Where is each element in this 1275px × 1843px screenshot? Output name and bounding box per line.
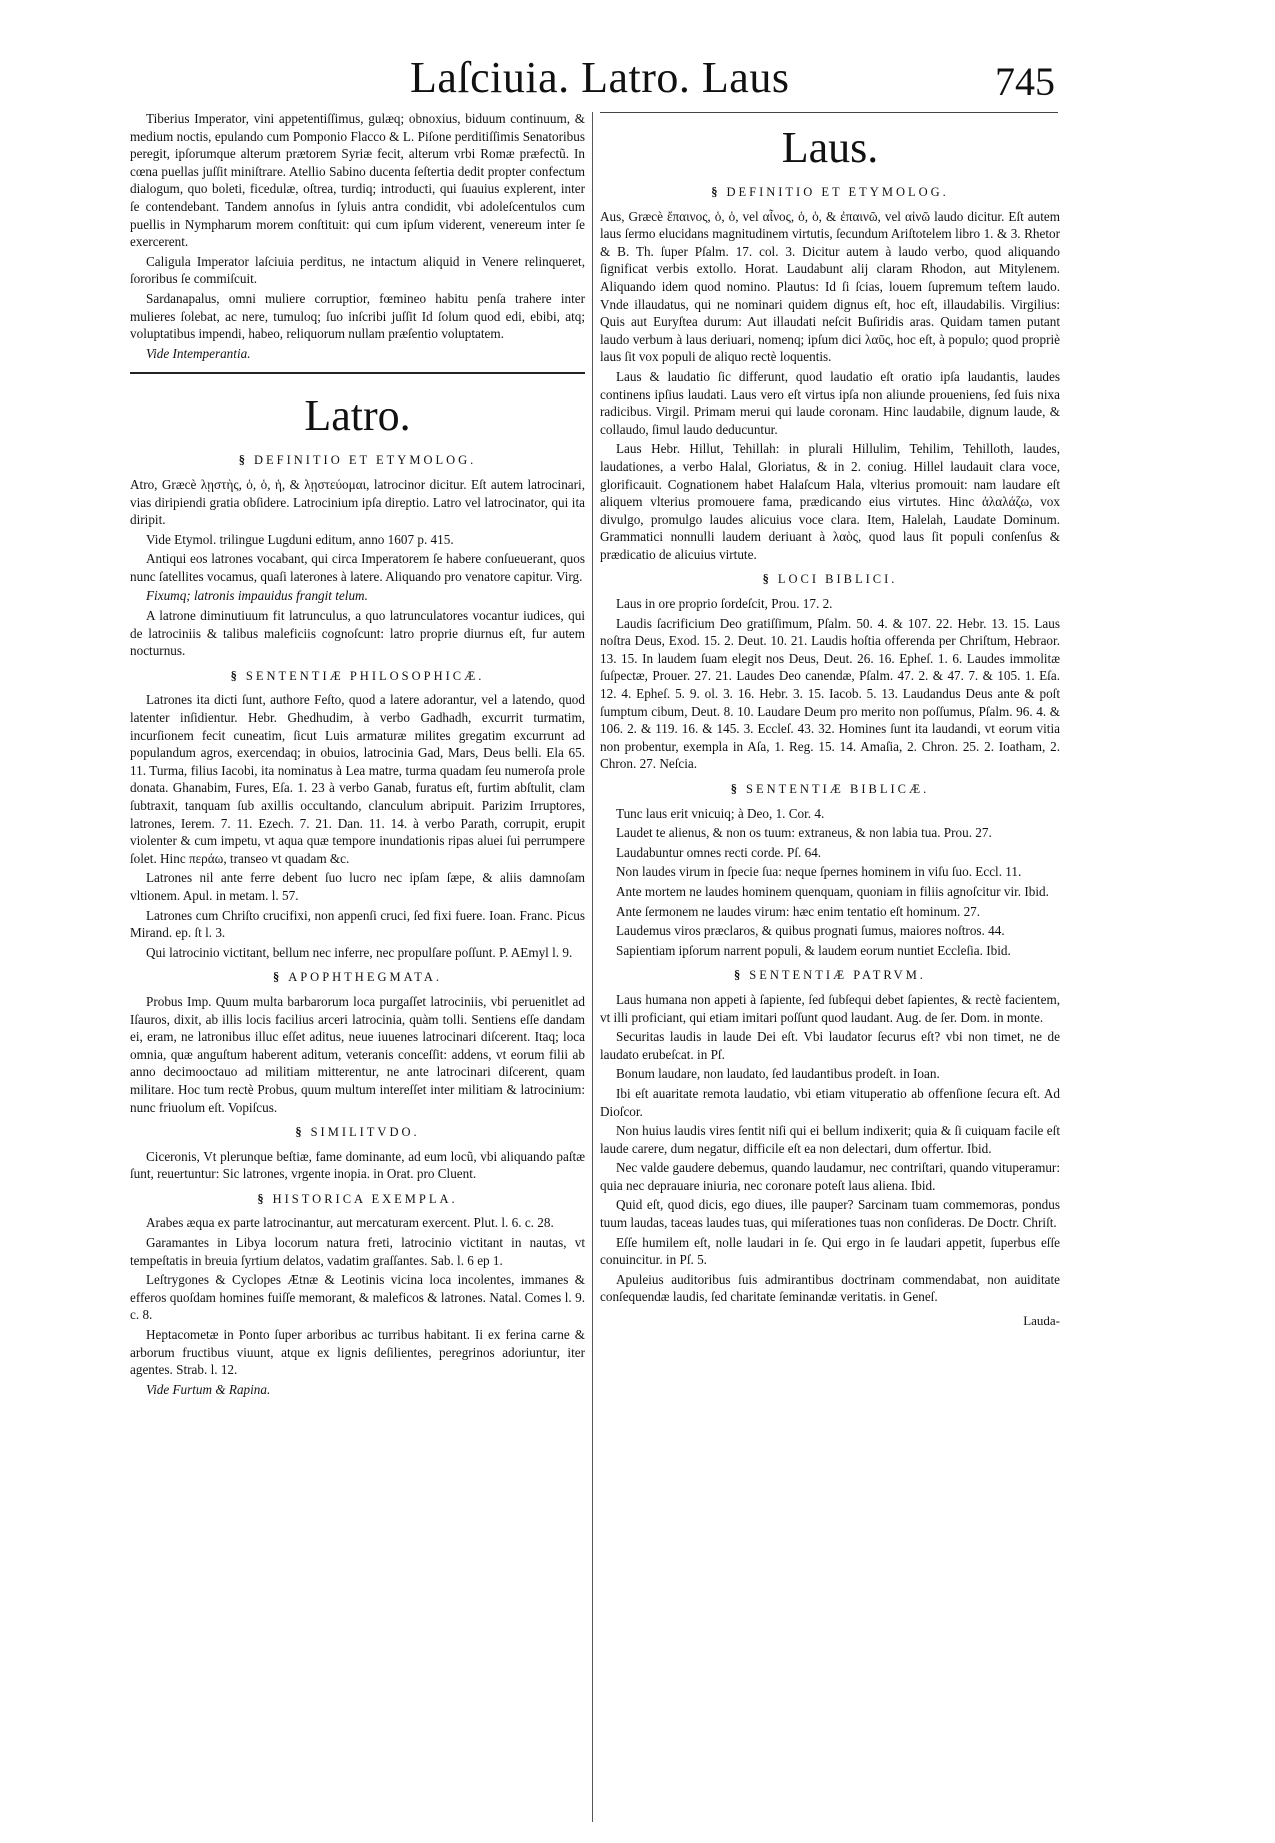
entry-title-laus: Laus. [781,123,879,172]
definition-paragraph: Atro, Græcè λῃστὴς, ὁ, ὁ, ἡ, & λῃστεύομαι, latrocinor dicitur. Eſt autem latrocinari, vias diripiendi gratia obſidere. Latrocinium ipſa direptio. Latro vel latrocinator, qui ita diripit. [130,476,585,528]
running-title: Laſciuia. Latro. Laus [410,53,790,102]
example-paragraph: Garamantes in Libya locorum natura freti, latrocinio victitant in nautas, vt tempeſtatis in breuia ſyrtium delatos, vadatim graſſantes. Sab. l. 6 ep 1. [130,1235,585,1268]
apophthegm-paragraph: Probus Imp. Quum multa barbarorum loca purgaſſet latrociniis, vbi peruenitlet ad Iſauros, dixit, ab illis locis facilius arceri latrocinia, quàm tolli. Sentiens eſſe dandam ei, eram, ne latronibus illuc eſſet aditus, neue iuuenes latrocinari diſcerent. Itaq; loca omnia, quæ anguſtum haberent aditum, veteranis conceſſit: addens, vt eorum filii ab anno decimooctauo ad militiam mitterentur, ne ante latrocinari diſcerent, quam militare. Hoc tum rectè Probus, quum multum intereſſet inter militiam & latrocinium: nunc friuolum eſt. Vopiſcus. [130,993,585,1115]
patristic-sentence: Quid eſt, quod dicis, ego diues, ille pauper? Sarcinam tuam commemoras, pondus tuum laudas, taceas laudes tuas, qui miſerationes tuas non conſideras. De Doctr. Chriſt. [600,1197,1060,1231]
example-paragraph: Leſtrygones & Cyclopes Ætnæ & Leotinis vicina loca incolentes, immanes & efferos quoſdam homines fuiſſe memorant, & maleficos & latrones. Natal. Comes l. 9. c. 8. [130,1272,585,1323]
lasciuia-paragraph: Sardanapalus, omni muliere corruptior, fœmineo habitu penſa trahere inter mulieres ſolebat, ac nere, tumuloq; ſuo inſcribi juſſit Id ſolum quod edi, ebibi, atq; voluptatibus impendi, habeo, reliquorum nullam præſentio voluptatem. [130,290,585,342]
patristic-sentence: Apuleius auditoribus ſuis admirantibus doctrinam commendabat, non auiditate conſequendæ laudis, ſed charitate ſeminandæ veritatis. in Geneſ. [600,1271,1060,1305]
biblical-sentence: Laudabuntur omnes recti corde. Pſ. 64. [616,844,822,860]
sentence-paragraph: Latrones ita dicti ſunt, authore Feſto, quod a latere adorantur, vel a latendo, quod latenter inſidientur. Hebr. Ghedhudim, à verbo Gadhadh, excurrit turmatim, incurſionem fecit cuneatim, ſicut Luis armaturæ milites gregatim excurrunt ad populandum agros, exercendaq; in obuios, latrocinia Gad, Mars, Deus belli. Ela 65. 11. Turma, filius Iacobi, ita nominatus à Lea matre, turma quadam ſeu numeroſa prole donata. Ghanabim, Fures, Eſa. 1. 23 à verbo Ganab, furatus eſt, furtim abſtulit, clam ſubtraxit, tanquam ſub axillis occultando, clanculum abripuit. Parizim Irruptores, latrones, Ierem. 7. 11. Ezech. 7. 21. Dan. 11. 14. à verbo Parath, corrupit, erupit violenter & cum impetu, vt aqua quæ tempore inundationis ripas aluei ſui perrumpere ſolet. Hinc περάω, transeo vt quadam &c. [130,692,585,866]
patristic-sentence: Ibi eſt auaritate remota laudatio, vbi etiam vituperatio ab offenſione ſecura eſt. Ad Dioſcor. [600,1085,1060,1119]
section-heading: § HISTORICA EXEMPLA. [257,1191,458,1206]
patristic-sentence: Securitas laudis in laude Dei eſt. Vbi laudator ſecurus eſt? vbi non timet, ne de laudato erubeſcat. in Pſ. [600,1029,1060,1062]
sentence-paragraph: Latrones cum Chriſto crucifixi, non appenſi cruci, ſed fixi fuere. Ioan. Franc. Picus Mirand. ep. ſt l. 3. [130,907,585,941]
section-heading: § SENTENTIÆ BIBLICÆ. [730,782,930,796]
biblical-paragraph: Laudis ſacrificium Deo gratiſſimum, Pſalm. 50. 4. & 107. 22. Hebr. 13. 15. Laus noſtra Deus, Exod. 15. 2. Deut. 10. 21. Laudis hoſtia offerenda per Chriſtum, Hebraor. 13. 15. In laudem ſuam elegit nos Deus, Deut. 26. 16. Epheſ. 1. 6. Laudes immolitæ ſuſpectæ, Prouer. 27. 21. Laudes Deo canendæ, Pſalm. 47. 2. & 47. 7. & 105. 1. Eſa. 12. 4. Epheſ. 5. 9. ol. 3. 16. Hebr. 3. 15. Iacob. 5. 13. Laudandus Deus ante & poſt ſumptum cibum, Deut. 8. 10. Laudare Deum pro merito non poſſumus, Pſalm. 96. 4. & 106. 2. & 119. 16. & 145. 3. Eccleſ. 43. 32. Homines ſunt ita laudandi, vt eorum vitia non probentur, exempla in Aſa, 1. Reg. 15. 14. Amaſia, 2. Chron. 25. 2. Ioatham, 2. Chron. 27. Neſcia. [600,615,1060,772]
patristic-sentence: Non huius laudis vires ſentit niſi qui ei bellum indixerit; quia & ſi cuiquam facile eſt laude carere, dum negatur, difficile eſt ea non delectari, dum offertur. Ibid. [600,1123,1060,1156]
biblical-sentence: Ante mortem ne laudes hominem quenquam, quoniam in filiis agnoſcitur vir. Ibid. [616,883,1049,899]
biblical-sentence: Laudet te alienus, & non os tuum: extraneus, & non labia tua. Prou. 27. [616,825,992,841]
verse-quote: Fixumq; latronis impauidus frangit telum. [146,588,368,604]
entry-title-latro: Latro. [304,391,411,441]
section-heading: § SIMILITVDO. [295,1125,420,1140]
sentence-paragraph: Latrones nil ante ferre debent ſuo lucro nec ipſam ſæpe, & aliis damnoſam vltionem. Apul. in metam. l. 57. [130,870,585,903]
lasciuia-paragraph: Caligula Imperator laſciuia perditus, ne intactum aliquid in Venere relinqueret, ſororibus ſe commiſcuit. [130,253,585,287]
biblical-sentence: Tunc laus erit vnicuiq; à Deo, 1. Cor. 4. [616,805,825,821]
lasciuia-paragraph: Tiberius Imperator, vini appetentiſſimus, gulæq; obnoxius, biduum continuum, & medium noctis, epulando cum Pomponio Flacco & L. Piſone perditiſſimis Senatoribus peregit, ipſorumque alterum prætorem Syriæ fecit, alterum vrbi Romæ præfectũ. In cœna puellas juſſit miniſtrare. Atellio Sabino ducenta ſeſtertia dedit propter confectum dialogum, quo boleti, ficedulæ, oſtrea, turdiq; introducti, qui ſuauius explerent, inter ſe contendebant. Tandem annoſus in ſyluis antra condidit, vbi adoleſcentulos cum puellis in Nympharum morem conſtituit: qui cum ipſum viderent, venereum inter ſe exercerent. [130,111,585,250]
patristic-sentence: Laus humana non appeti à ſapiente, ſed ſubſequi debet ſapientes, & rectè facientem, vt illi proficiant, qui etiam imitari poſſunt quod laudant. Aug. de ſer. Dom. in monte. [600,991,1060,1025]
sentence-paragraph: Qui latrocinio victitant, bellum nec inferre, nec propulſare poſſunt. P. AEmyl l. 9. [146,944,573,960]
section-heading: § SENTENTIÆ PHILOSOPHICÆ. [230,668,485,683]
patristic-sentence: Bonum laudare, non laudato, ſed laudantibus prodeſt. in Ioan. [616,1066,940,1082]
definition-paragraph: Aus, Græcè ἔπαινος, ὁ, ὁ, vel αἶνος, ὁ, ὁ, & ἐπαινῶ, vel αἰνῶ laudo dicitur. Eſt autem laus ſermo elucidans magnitudinem virtutis, ſecundum Ariſtotelem libro 1. & 3. Rhetor & B. Th. ſuper Pſalm. 17. col. 3. Dicitur autem à laudo verbo, quod aliquando ſignificat verbis extollo. Horat. Laudabunt alij claram Rhodon, aut Mitylenem. Aliquando idem quod nomino. Plautus: Id ſi ſcias, louem ſupremum teſtem laudo. Vnde illaudatus, qui ne nominari quidem dignus eſt, hoc eſt, illaudabilis. Virgilius: Quis aut Euryſtea durum: Aut illaudati neſcit Buſiridis aras. Quidam tamen putant laudo verbum à laus deriuari, nomenq; ipſum dici λαῦς, hoc eſt, à populo; quod propriè laus ſit vox populi de aliquo rectè loquentis. [600,208,1060,365]
definition-paragraph: Laus Hebr. Hillut, Tehillah: in plurali Hillulim, Tehilim, Tehilloth, laudes, laudationes, a verbo Halal, Gloriatus, & in 2. coniug. Hillel laudauit clara voce, glorificauit. Cognationem habet Halaſcum Hala, vlterius promouit: nam laudare eſt aliquem vlterius promouere fama, prædicando eius virtutes. Hinc ἀλαλάζω, vox divulgo, promulgo laudes alicuius voce clara. Item, Halelah, Laudate Dominum. Grammatici nonnulli laudem deriuant à λαὸς, quod laus ſit populi conſenſus & prædicatio de alicuius virtute. [600,441,1060,562]
section-heading: § DEFINITIO ET ETYMOLOG. [711,185,949,199]
column-divider [592,112,593,1822]
page-number: 745 [995,59,1055,104]
cross-reference: Vide Furtum & Rapina. [146,1381,271,1397]
biblical-sentence: Laudemus viros præclaros, & quibus prognati ſumus, maiores noſtros. 44. [616,923,1005,939]
definition-paragraph: Laus & laudatio ſic differunt, quod laudatio eſt oratio ipſa laudantis, laudes continens ipſius laudati. Laus vero eſt virtus ipſa non aliunde proueniens, ſed ſuis nixa radicibus. Virgil. Primam merui qui laude coronam. Hinc laudabile, dignum laude, & collaudo, ſimul laudo deducuntur. [600,368,1060,437]
section-heading: § SENTENTIÆ PATRVM. [734,968,926,983]
patristic-sentence: Eſſe humilem eſt, nolle laudari in ſe. Qui ergo in ſe laudari appetit, ſuperbus eſſe conuincitur. in Pſ. 5. [600,1234,1060,1268]
left-column [130,110,585,1400]
biblical-sentence: Ante ſermonem ne laudes virum: hæc enim tentatio eſt hominum. 27. [616,903,981,919]
example-paragraph: Arabes æqua ex parte latrocinantur, aut mercaturam exercent. Plut. l. 6. c. 28. [146,1215,554,1231]
right-column [600,110,1060,1330]
definition-paragraph: Antiqui eos latrones vocabant, qui circa Imperatorem ſe habere conſueuerant, quos nunc ſatellites vocamus, quaſi laterones à latere. Aliquando pro venatore capitur. Virg. [130,551,585,584]
example-paragraph: Heptacometæ in Ponto ſuper arboribus ac turribus habitant. Ii ex ferina carne & arborum fructibus viuunt, atque ex lignis deſilientes, peregrinos adoriuntur, iter agentes. Strab. l. 12. [130,1327,585,1378]
cross-reference: Vide Intemperantia. [146,345,251,361]
catchword: Lauda- [1023,1313,1060,1329]
biblical-paragraph: Laus in ore proprio ſordeſcit, Prou. 17. 2. [616,596,833,612]
definition-paragraph: A latrone diminutiuum fit latrunculus, a quo latrunculatores vocantur iudices, qui de latrociniis & talibus maleficiis cognoſcunt: latro proprie diurnus eſt, fur autem nocturnus. [130,608,585,659]
section-divider [130,372,585,374]
biblical-sentence: Non laudes virum in ſpecie ſua: neque ſpernes hominem in viſu ſuo. Eccl. 11. [616,864,1022,880]
lasciuia-section [130,110,585,362]
simile-paragraph: Ciceronis, Vt plerunque beſtiæ, fame dominante, ad eum locũ, vbi aliquando paſtæ ſunt, reuertuntur: Sic latrones, vrgente inopia. in Orat. pro Cluent. [130,1148,585,1182]
section-heading: § LOCI BIBLICI. [762,572,898,587]
patristic-sentence: Nec valde gaudere debemus, quando laudamur, nec contriſtari, quando vituperamur: quia nec deprauare iniuria, nec coronare poteſt laus aliena. Ibid. [600,1160,1060,1193]
definition-paragraph: Vide Etymol. trilingue Lugduni editum, anno 1607 p. 415. [146,531,454,547]
biblical-sentence: Sapientiam ipſorum narrent populi, & laudem eorum nuntiet Eccleſia. Ibid. [616,942,1011,958]
section-heading: § APOPHTHEGMATA. [272,970,443,985]
section-heading: § DEFINITIO ET ETYMOLOG. [238,453,477,468]
